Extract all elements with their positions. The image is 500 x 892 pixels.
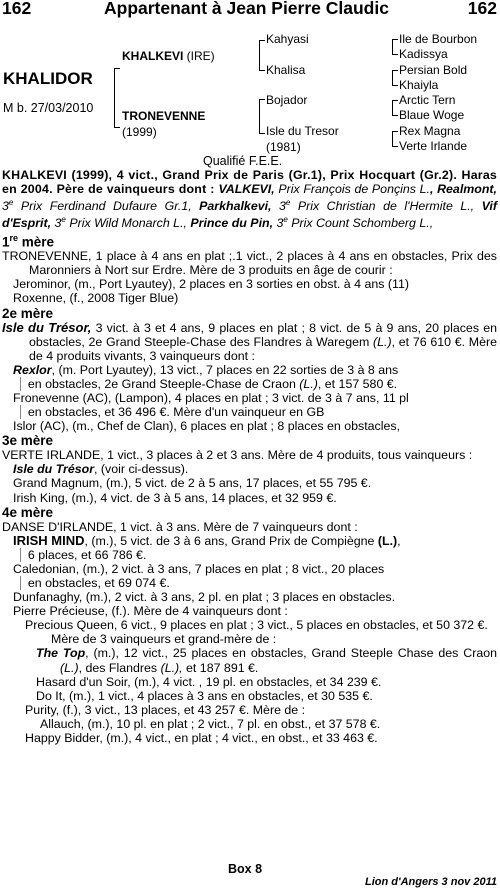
- produce-line: Isle du Trésor, (voir ci-dessus).: [13, 462, 189, 477]
- dam-paragraph: Isle du Trésor, 3 vict. à 3 et 4 ans, 9 places en plat ; 8 vict. de 5 à 9 ans, 20 places en obstacles, 2e Grand Steeple-Chase des Flandres à Waregem (L.), et 76 610 €. Mère de 4 produits vivants, 3 vainqueurs dont :: [2, 319, 497, 363]
- pedigree-g3-4: Khaiyla: [399, 78, 439, 92]
- dam-name: TRONEVENNE: [122, 109, 206, 123]
- dam-paragraph: DANSE D'IRLANDE, 1 vict. à 3 ans. Mère de 7 vainqueurs dont :: [2, 519, 358, 534]
- produce-line: Dunfanaghy, (m.), 2 vict. à 3 ans, 2 pl. en plat ; 3 places en obstacles.: [13, 590, 396, 605]
- qualification: Qualifié F.E.E.: [203, 154, 283, 168]
- produce-line: IRISH MIND, (m.), 5 vict. de 3 à 6 ans, Grand Prix de Compiègne (L.),: [13, 532, 401, 548]
- dam-paragraph: TRONEVENNE, 1 place à 4 ans en plat ;.1 vict., 2 places à 4 ans en obstacles, Prix des Maronniers à Nort sur Erdre. Mère de 3 produits en âge de courir :: [2, 249, 497, 278]
- produce-line: The Top, (m.), 12 vict., 25 places en obstacles, Grand Steeple Chase des Craon (L.), des Flandres (L.), et 187 891 €.: [36, 646, 497, 675]
- horse-birth: M b. 27/03/2010: [3, 101, 94, 115]
- pedigree-g3-6: Blaue Woge: [399, 108, 465, 122]
- pedigree-sire-sire: Kahyasi: [266, 32, 309, 46]
- produce-line: Pierre Précieuse, (f.). Mère de 4 vainqueurs dont :: [13, 604, 288, 619]
- produce-line: en obstacles, et 69 074 €.: [2, 576, 497, 590]
- produce-line: 6 places, et 66 786 €.: [2, 548, 497, 562]
- produce-line: Purity, (f.), 3 vict., 13 places, et 43 257 €. Mère de :: [25, 702, 306, 717]
- produce-line: Precious Queen, 6 vict., 9 places en plat ; 3 vict., 5 places en obstacles, et 50 372 €. Mère de 3 vainqueurs et grand-mère de :: [25, 618, 488, 647]
- pedigree-g3-1: Ile de Bourbon: [399, 32, 478, 46]
- pedigree-g3-2: Kadissya: [399, 47, 448, 61]
- produce-line: Fronevenne (AC), (Lampon), 4 places en plat ; 3 vict. de 3 à 7 ans, 11 pl: [13, 390, 409, 405]
- page-number-right: 162: [467, 0, 497, 18]
- produce-line: Islor (AC), (m., Chef de Clan), 6 places en plat ; 8 places en obstacles,: [13, 419, 401, 434]
- produce-line: Happy Bidder, (m.), 4 vict., en plat ; 4 vict., en obst., et 33 463 €.: [25, 731, 378, 746]
- produce-line: Jerominor, (m., Port Lyautey), 2 places en 3 sorties en obst. à 4 ans (11): [13, 277, 409, 292]
- section-title-2nd-dam: 2e mère: [2, 305, 54, 321]
- pedigree-dam-sire: Bojador: [266, 93, 308, 107]
- page-number-left: 162: [2, 0, 32, 18]
- event-info: Lion d'Angers 3 nov 2011: [365, 876, 497, 888]
- pedigree-g3-7: Rex Magna: [399, 124, 461, 138]
- produce-line: en obstacles, 2e Grand Steeple-Chase de Craon (L.), et 157 580 €.: [2, 377, 497, 391]
- sire-name: KHALKEVI (IRE): [122, 49, 215, 63]
- produce-line: Irish King, (m.), 4 vict. de 3 à 5 ans, 14 places, et 32 959 €.: [13, 490, 337, 505]
- section-title-4th-dam: 4e mère: [2, 504, 54, 520]
- box-number: Box 8: [228, 862, 263, 876]
- produce-line: Allauch, (m.), 10 pl. en plat ; 2 vict., 7 pl. en obst., et 37 578 €.: [40, 716, 381, 731]
- pedigree-g3-8: Verte Irlande: [399, 139, 468, 153]
- pedigree-g3-3: Persian Bold: [399, 63, 468, 77]
- produce-line: Rexlor, (m. Port Lyautey), 13 vict., 7 places en 22 sorties de 3 à 8 ans: [13, 362, 399, 377]
- pedigree-sire-dam: Khalisa: [266, 63, 306, 77]
- produce-line: Grand Magnum, (m.), 5 vict. de 2 à 5 ans, 17 places, et 55 795 €.: [13, 476, 372, 491]
- catalogue-text: [2, 168, 497, 745]
- section-title-3rd-dam: 3e mère: [2, 433, 54, 449]
- sire-paragraph: KHALKEVI (1999), 4 vict., Grand Prix de Paris (Gr.1), Prix Hocquart (Gr.2). Haras en 2004. Père de vainqueurs dont : VALKEVI, Prix François de Ponçins L., Realmont, 3e Prix Ferdinand Dufaure Gr.1, Parkhalkevi, 3e Prix Christian de l'Hermite L., Vif d'Esprit, 3e Prix Wild Monarch L., Prince du Pin, 3e Prix Count Schomberg L.,: [2, 168, 497, 231]
- produce-line: Hasard d'un Soir, (m.), 4 vict. , 19 pl. en obstacles, et 34 239 €.: [36, 674, 382, 689]
- dam-year: (1999): [122, 125, 157, 139]
- pedigree-dam-dam-year: (1981): [266, 140, 301, 154]
- produce-line: Caledonian, (m.), 2 vict. à 3 ans, 7 places en plat ; 8 vict., 20 places: [13, 561, 385, 576]
- pedigree-g3-5: Arctic Tern: [399, 93, 456, 107]
- produce-line: Do It, (m.), 1 vict., 4 places à 3 ans en obstacles, et 30 535 €.: [36, 688, 373, 703]
- section-title-1st-dam: 1re mère: [2, 232, 55, 250]
- produce-line: Roxenne, (f., 2008 Tiger Blue): [13, 291, 179, 306]
- pedigree-dam-dam: Isle du Tresor: [266, 124, 339, 138]
- page-title: Appartenant à Jean Pierre Claudic: [104, 0, 389, 18]
- produce-line: en obstacles, et 36 496 €. Mère d'un vainqueur en GB: [2, 405, 497, 419]
- horse-name: KHALIDOR: [3, 69, 93, 88]
- dam-paragraph: VERTE IRLANDE, 1 vict., 3 places à 2 et 3 ans. Mère de 4 produits, tous vainqueurs :: [2, 448, 473, 463]
